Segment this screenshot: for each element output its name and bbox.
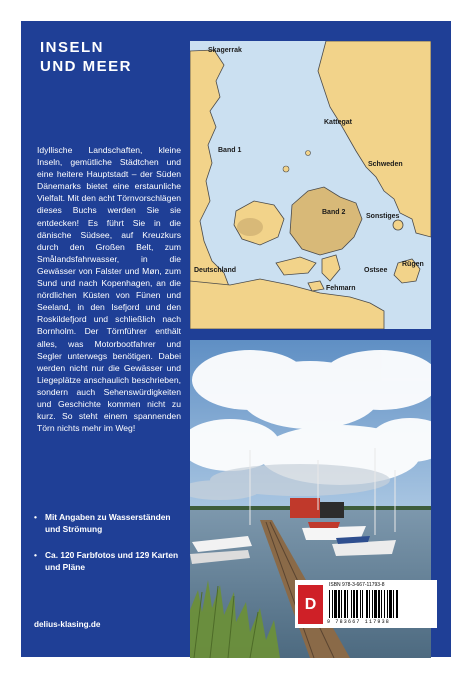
- feature-text: Ca. 120 Farbfotos und 129 Karten und Pläne: [45, 550, 179, 572]
- map-label-skagerrak: Skagerrak: [208, 47, 242, 54]
- map-graphic: [190, 41, 431, 329]
- heading-line-2: UND MEER: [40, 58, 133, 75]
- map-label-band-2: Band 2: [322, 209, 346, 216]
- map-label-sonstiges: Sonstiges: [366, 213, 400, 220]
- barcode-digits: 9 783667 117938: [327, 619, 391, 625]
- feature-text: Mit Angaben zu Wasserständen und Strömung: [45, 512, 171, 534]
- feature-item: [34, 549, 184, 573]
- feature-item: [34, 511, 184, 535]
- map-label-fehmarn: Fehmarn: [326, 285, 356, 292]
- map-label-schweden: Schweden: [368, 161, 403, 168]
- barcode-bars: [329, 590, 432, 618]
- feature-list: [34, 511, 184, 587]
- map-label-ostsee: Ostsee: [364, 267, 388, 274]
- map-label-band-1: Band 1: [218, 147, 242, 154]
- bullet-icon: •: [34, 512, 37, 522]
- map-label-kattegat: Kattegat: [324, 119, 353, 126]
- map-label-ruegen: Rügen: [402, 261, 424, 268]
- publisher-logo: [298, 585, 323, 624]
- region-map: [190, 41, 431, 329]
- barcode-area: [295, 580, 437, 628]
- logo-letter: D: [304, 595, 317, 613]
- cover-heading: [40, 38, 132, 76]
- heading-line-1: INSELN: [40, 39, 105, 56]
- red-boathouse: [290, 498, 320, 518]
- publisher-website[interactable]: delius-klasing.de: [34, 620, 101, 629]
- blurb-text: Idyllische Landschaften, kleine Inseln, gemütliche Städtchen und eine heitere Hauptstadt – der Süden Dänemarks bietet eine erstaunliche Vielfalt. Mit den acht Törnvorschlägen dieses Buchs werden Sie sie entdecken! Es führt Sie in die dänische Südsee, auf Kreuzkurs durch den Großen Belt, zum Smålandsfahrwasser, in die Gewässer von Falster und Møn, zum Sund und nach Kopenhagen, an die nördlichen Küsten von Fünen und Seeland, in den Isefjord und den Roskildefjord und schließlich nach Bornholm. Der Törnführer enthält alles, was Motorbootfahrer und Segler unterwegs benötigen. Dabei werden nicht nur die Gewässer und Liegeplätze anschaulich beschrieben, sondern auch Sehenswürdigkeiten und Geschichte kommen nicht zu kurz. So steht einem spannenden Törn nichts mehr im Weg!: [37, 145, 181, 434]
- map-label-deutschland: Deutschland: [194, 267, 237, 274]
- isbn-number: ISBN 978-3-667-11793-8: [329, 582, 385, 588]
- bullet-icon: •: [34, 550, 37, 560]
